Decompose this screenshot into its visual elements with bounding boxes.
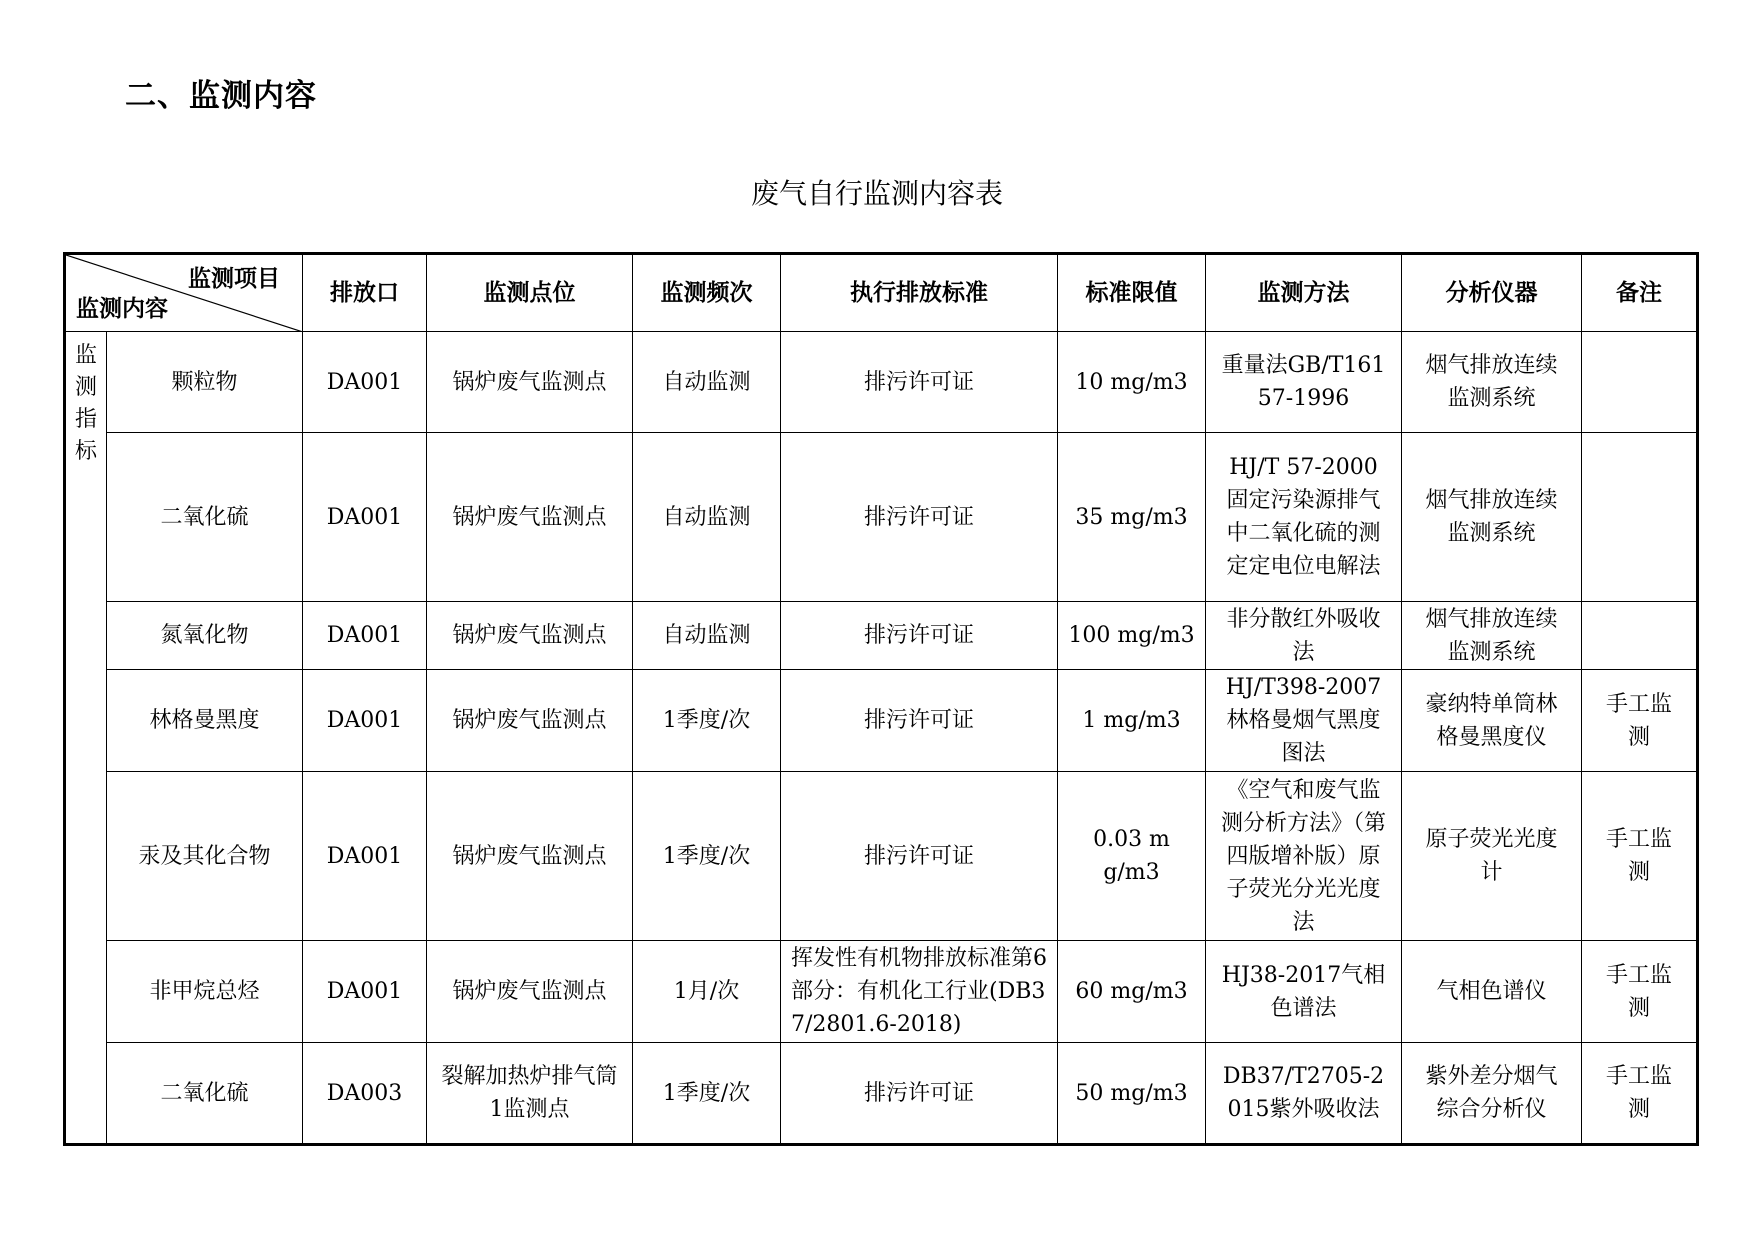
- cell-outlet: DA001: [303, 433, 427, 602]
- cell-method: HJ38-2017气相色谱法: [1206, 941, 1402, 1043]
- cell-outlet: DA003: [303, 1043, 427, 1145]
- diagonal-header-cell: [65, 254, 303, 332]
- cell-point: 锅炉废气监测点: [427, 332, 633, 433]
- cell-point: 锅炉废气监测点: [427, 670, 633, 772]
- cell-frequency: 自动监测: [633, 602, 781, 670]
- cell-standard: 排污许可证: [781, 332, 1058, 433]
- group-label-char: 测: [74, 375, 97, 400]
- monitoring-table: [63, 252, 1699, 1146]
- table-title: 废气自行监测内容表: [750, 177, 1003, 210]
- cell-method: 《空气和废气监测分析方法》（第四版增补版）原子荧光分光光度法: [1206, 772, 1402, 941]
- cell-method: HJ/T 57-2000固定污染源排气中二氧化硫的测定定电位电解法: [1206, 433, 1402, 602]
- cell-outlet: DA001: [303, 772, 427, 941]
- cell-instrument: 豪纳特单筒林格曼黑度仪: [1402, 670, 1582, 772]
- cell-outlet: DA001: [303, 941, 427, 1043]
- cell-item: 汞及其化合物: [107, 772, 303, 941]
- table-row: [65, 670, 1698, 772]
- cell-point: 锅炉废气监测点: [427, 941, 633, 1043]
- cell-point: 锅炉废气监测点: [427, 433, 633, 602]
- cell-method: 非分散红外吸收法: [1206, 602, 1402, 670]
- cell-frequency: 1季度/次: [633, 772, 781, 941]
- group-label-char: 标: [74, 439, 97, 464]
- cell-instrument: 烟气排放连续监测系统: [1402, 433, 1582, 602]
- cell-item: 林格曼黑度: [107, 670, 303, 772]
- header-instrument: 分析仪器: [1402, 254, 1582, 332]
- cell-point: 裂解加热炉排气筒1监测点: [427, 1043, 633, 1145]
- cell-remark: [1582, 433, 1698, 602]
- cell-standard: 排污许可证: [781, 433, 1058, 602]
- cell-instrument: 气相色谱仪: [1402, 941, 1582, 1043]
- cell-frequency: 自动监测: [633, 332, 781, 433]
- header-outlet: 排放口: [303, 254, 427, 332]
- cell-item: 非甲烷总烃: [107, 941, 303, 1043]
- cell-remark: 手工监测: [1582, 1043, 1698, 1145]
- cell-method: 重量法GB/T16157-1996: [1206, 332, 1402, 433]
- cell-frequency: 1季度/次: [633, 670, 781, 772]
- table-row: [65, 602, 1698, 670]
- table-row: [65, 332, 1698, 433]
- cell-item: 二氧化硫: [107, 1043, 303, 1145]
- cell-item: 颗粒物: [107, 332, 303, 433]
- cell-standard: 排污许可证: [781, 670, 1058, 772]
- cell-method: HJ/T398-2007林格曼烟气黑度图法: [1206, 670, 1402, 772]
- cell-limit: 10 mg/m3: [1058, 332, 1206, 433]
- cell-item: 二氧化硫: [107, 433, 303, 602]
- cell-remark: 手工监测: [1582, 941, 1698, 1043]
- table-row: [65, 433, 1698, 602]
- cell-standard: 挥发性有机物排放标准第6部分：有机化工行业(DB37/2801.6-2018): [781, 941, 1058, 1043]
- cell-instrument: 紫外差分烟气综合分析仪: [1402, 1043, 1582, 1145]
- cell-limit: 35 mg/m3: [1058, 433, 1206, 602]
- table-row: [65, 941, 1698, 1043]
- group-label-monitoring-indicator: [65, 332, 107, 1145]
- cell-remark: 手工监测: [1582, 670, 1698, 772]
- cell-remark: [1582, 332, 1698, 433]
- cell-remark: 手工监测: [1582, 772, 1698, 941]
- cell-remark: [1582, 602, 1698, 670]
- cell-item: 氮氧化物: [107, 602, 303, 670]
- header-monitoring-content: 监测内容: [76, 296, 168, 322]
- cell-point: 锅炉废气监测点: [427, 602, 633, 670]
- table-row: [65, 772, 1698, 941]
- cell-frequency: 1季度/次: [633, 1043, 781, 1145]
- header-monitoring-item: 监测项目: [188, 266, 280, 292]
- cell-standard: 排污许可证: [781, 772, 1058, 941]
- cell-standard: 排污许可证: [781, 602, 1058, 670]
- cell-outlet: DA001: [303, 602, 427, 670]
- header-method: 监测方法: [1206, 254, 1402, 332]
- header-limit: 标准限值: [1058, 254, 1206, 332]
- cell-outlet: DA001: [303, 332, 427, 433]
- cell-frequency: 自动监测: [633, 433, 781, 602]
- header-frequency: 监测频次: [633, 254, 781, 332]
- cell-frequency: 1月/次: [633, 941, 781, 1043]
- cell-limit: 50 mg/m3: [1058, 1043, 1206, 1145]
- cell-standard: 排污许可证: [781, 1043, 1058, 1145]
- cell-limit: 1 mg/m3: [1058, 670, 1206, 772]
- header-standard: 执行排放标准: [781, 254, 1058, 332]
- cell-limit: 60 mg/m3: [1058, 941, 1206, 1043]
- group-label-char: 指: [74, 407, 97, 432]
- group-label-char: 监: [74, 343, 97, 368]
- cell-instrument: 原子荧光光度计: [1402, 772, 1582, 941]
- header-remark: 备注: [1582, 254, 1698, 332]
- cell-limit: 100 mg/m3: [1058, 602, 1206, 670]
- table-header-row: [65, 254, 1698, 332]
- cell-point: 锅炉废气监测点: [427, 772, 633, 941]
- table-row: [65, 1043, 1698, 1145]
- header-point: 监测点位: [427, 254, 633, 332]
- cell-outlet: DA001: [303, 670, 427, 772]
- cell-method: DB37/T2705-2015紫外吸收法: [1206, 1043, 1402, 1145]
- cell-instrument: 烟气排放连续监测系统: [1402, 602, 1582, 670]
- cell-instrument: 烟气排放连续监测系统: [1402, 332, 1582, 433]
- cell-limit: 0.03 mg/m3: [1058, 772, 1206, 941]
- section-heading: 二、监测内容: [125, 78, 317, 114]
